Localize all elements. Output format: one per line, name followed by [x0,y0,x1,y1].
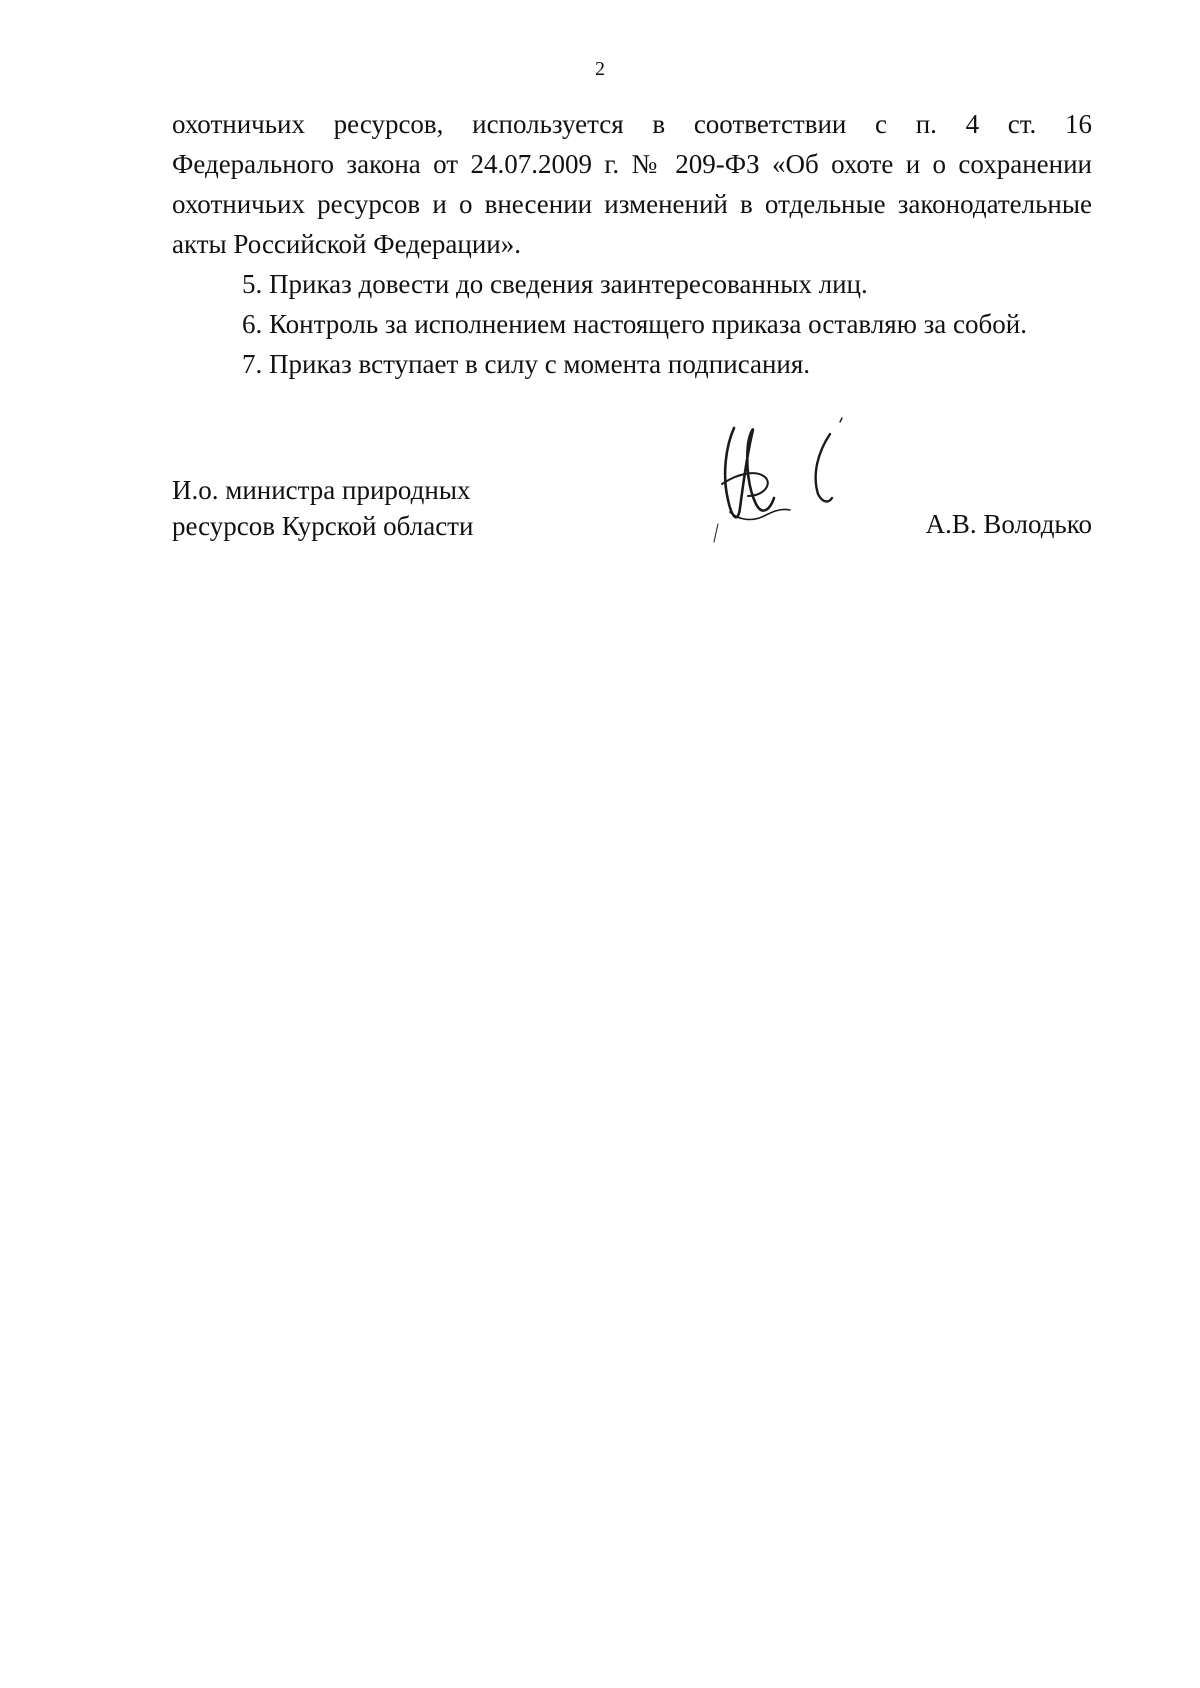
handwritten-signature [700,412,880,552]
order-item-5: 5. Приказ довести до сведения заинтересованных лиц. [242,269,868,299]
order-item-6: 6. Контроль за исполнением настоящего приказа оставляю за собой. [242,309,1027,339]
signature-stroke-dot [840,418,842,422]
signature-stroke-right [816,434,832,501]
paragraph-continuation-first-line: охотничьих ресурсов, используется в соответствии с п. 4 ст. 16 [172,109,1092,139]
page-number: 2 [595,58,605,80]
signatory-name: А.В. Володько [925,509,1092,539]
signatory-position-line-1: И.о. министра природных [172,475,471,505]
order-item-7: 7. Приказ вступает в силу с момента подписания. [242,349,811,379]
signature-block [172,472,1092,592]
paragraph-continuation-rest: Федерального закона от 24.07.2009 г. № 209-ФЗ «Об охоте и о сохранении охотничьих ресурсов и о внесении изменений в отдельные законодательные акты Российской Федерации». [172,149,1092,259]
signatory-position-line-2: ресурсов Курской области [172,511,474,541]
paragraph-continuation [172,104,1092,264]
signatory-position [172,472,592,544]
signature-stroke-hair [714,524,718,542]
order-text [172,104,1092,384]
